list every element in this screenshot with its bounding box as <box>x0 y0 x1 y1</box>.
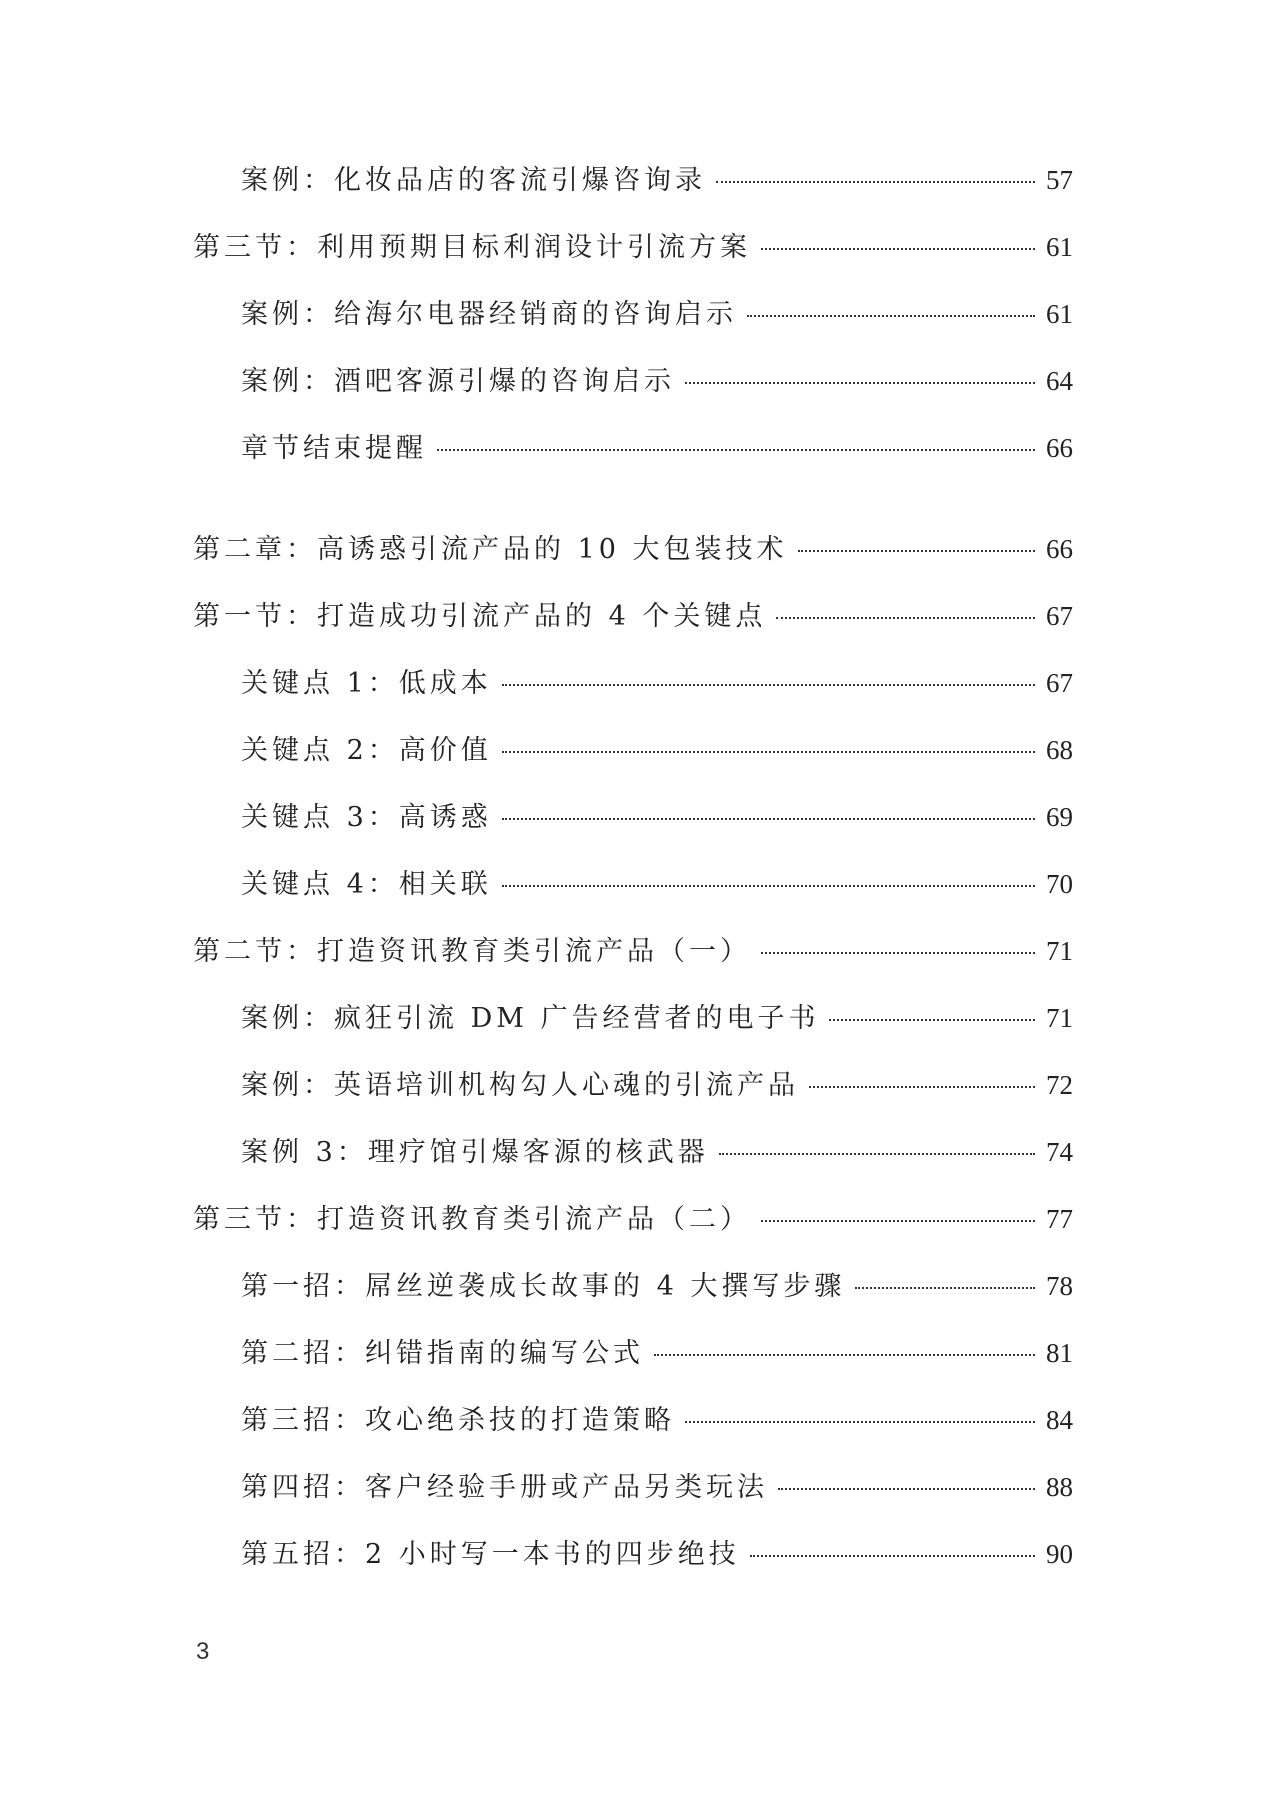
toc-entry-page: 88 <box>1046 1472 1073 1502</box>
toc-entry-title: 第五招：2 小时写一本书的四步绝技 <box>241 1539 740 1570</box>
toc-dot-leader <box>747 315 1035 317</box>
toc-dot-leader <box>502 885 1035 887</box>
toc-entry[interactable] <box>193 1465 1073 1532</box>
toc-entry-page: 66 <box>1046 433 1073 463</box>
toc-entry-title: 案例：给海尔电器经销商的咨询启示 <box>241 299 737 330</box>
toc-entry-page: 67 <box>1046 668 1073 698</box>
toc-entry-title: 第二节：打造资讯教育类引流产品（一） <box>193 936 751 967</box>
toc-entry[interactable] <box>193 929 1073 996</box>
toc-entry-title: 第三节：打造资讯教育类引流产品（二） <box>193 1204 751 1235</box>
toc-dot-leader <box>798 550 1035 552</box>
toc-entry[interactable] <box>193 661 1073 728</box>
toc-entry-page: 61 <box>1046 232 1073 262</box>
toc-entry[interactable] <box>193 225 1073 292</box>
toc-dot-leader <box>685 382 1035 384</box>
toc-entry[interactable] <box>193 1130 1073 1197</box>
page-number: 3 <box>196 1638 210 1665</box>
toc-entry-title: 案例 3：理疗馆引爆客源的核武器 <box>241 1137 709 1168</box>
toc-entry[interactable] <box>193 996 1073 1063</box>
toc-entry-title: 案例：化妆品店的客流引爆咨询录 <box>241 165 706 196</box>
toc-entry-title: 案例：疯狂引流 DM 广告经营者的电子书 <box>241 1003 820 1034</box>
toc-dot-leader <box>654 1354 1035 1356</box>
toc-dot-leader <box>685 1421 1035 1423</box>
toc-entry[interactable] <box>193 1264 1073 1331</box>
toc-dot-leader <box>776 617 1035 619</box>
toc-entry[interactable] <box>193 527 1073 594</box>
toc-entry-page: 71 <box>1046 1003 1073 1033</box>
toc-dot-leader <box>809 1086 1035 1088</box>
toc-dot-leader <box>719 1153 1035 1155</box>
toc-entry-page: 71 <box>1046 936 1073 966</box>
toc-entry-page: 77 <box>1046 1204 1073 1234</box>
toc-entry[interactable] <box>193 1532 1073 1599</box>
toc-entry-title: 关键点 2：高价值 <box>241 735 492 766</box>
toc-entry-page: 68 <box>1046 735 1073 765</box>
toc-entry-page: 84 <box>1046 1405 1073 1435</box>
toc-dot-leader <box>761 1220 1035 1222</box>
toc-entry-title: 案例：酒吧客源引爆的咨询启示 <box>241 366 675 397</box>
toc-entry-page: 64 <box>1046 366 1073 396</box>
toc-entry-title: 第二招：纠错指南的编写公式 <box>241 1338 644 1369</box>
toc-entry[interactable] <box>193 1197 1073 1264</box>
toc-entry-page: 70 <box>1046 869 1073 899</box>
toc-dot-leader <box>750 1555 1035 1557</box>
table-of-contents <box>193 158 1073 1599</box>
toc-entry[interactable] <box>193 359 1073 426</box>
toc-entry-page: 61 <box>1046 299 1073 329</box>
toc-entry-title: 关键点 4：相关联 <box>241 869 492 900</box>
toc-dot-leader <box>761 248 1035 250</box>
toc-entry[interactable] <box>193 594 1073 661</box>
toc-entry[interactable] <box>193 795 1073 862</box>
toc-entry-title: 第三节：利用预期目标利润设计引流方案 <box>193 232 751 263</box>
toc-entry[interactable] <box>193 862 1073 929</box>
toc-dot-leader <box>855 1287 1035 1289</box>
toc-entry-page: 90 <box>1046 1539 1073 1569</box>
toc-entry-page: 72 <box>1046 1070 1073 1100</box>
toc-entry-page: 66 <box>1046 534 1073 564</box>
toc-entry-page: 69 <box>1046 802 1073 832</box>
toc-dot-leader <box>716 181 1035 183</box>
toc-entry[interactable] <box>193 292 1073 359</box>
toc-entry-title: 第二章：高诱惑引流产品的 10 大包装技术 <box>193 534 788 565</box>
toc-entry-page: 78 <box>1046 1271 1073 1301</box>
toc-dot-leader <box>761 952 1035 954</box>
toc-entry[interactable] <box>193 728 1073 795</box>
toc-entry-page: 57 <box>1046 165 1073 195</box>
toc-entry-title: 关键点 3：高诱惑 <box>241 802 492 833</box>
toc-entry-page: 81 <box>1046 1338 1073 1368</box>
toc-entry-page: 67 <box>1046 601 1073 631</box>
toc-dot-leader <box>502 684 1035 686</box>
toc-entry-title: 关键点 1：低成本 <box>241 668 492 699</box>
toc-dot-leader <box>829 1019 1035 1021</box>
toc-dot-leader <box>437 449 1035 451</box>
toc-entry-title: 第四招：客户经验手册或产品另类玩法 <box>241 1472 768 1503</box>
toc-dot-leader <box>778 1488 1035 1490</box>
toc-entry-title: 章节结束提醒 <box>241 433 427 464</box>
toc-entry[interactable] <box>193 1398 1073 1465</box>
toc-entry-title: 第一节：打造成功引流产品的 4 个关键点 <box>193 601 767 632</box>
toc-entry[interactable] <box>193 1331 1073 1398</box>
toc-entry-title: 案例：英语培训机构勾人心魂的引流产品 <box>241 1070 799 1101</box>
toc-entry-title: 第三招：攻心绝杀技的打造策略 <box>241 1405 675 1436</box>
toc-entry[interactable] <box>193 158 1073 225</box>
toc-entry[interactable] <box>193 426 1073 493</box>
toc-dot-leader <box>502 751 1035 753</box>
toc-entry[interactable] <box>193 1063 1073 1130</box>
toc-dot-leader <box>502 818 1035 820</box>
toc-entry-page: 74 <box>1046 1137 1073 1167</box>
toc-entry-title: 第一招：屌丝逆袭成长故事的 4 大撰写步骤 <box>241 1271 846 1302</box>
